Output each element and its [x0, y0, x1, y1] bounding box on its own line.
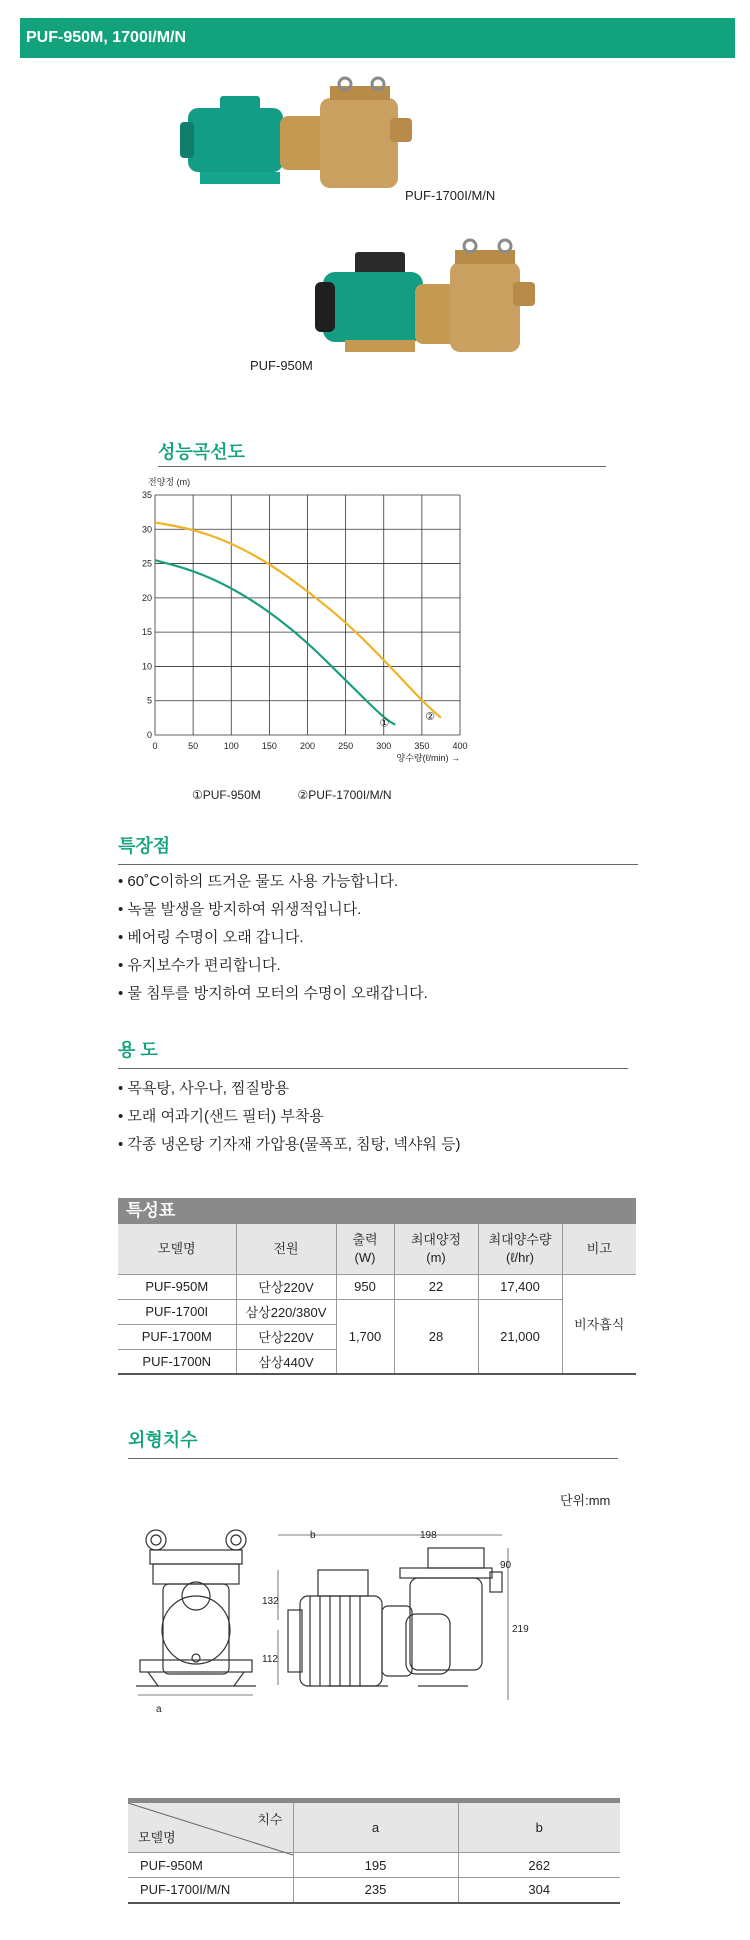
dim-label-90: 90 — [500, 1560, 512, 1571]
dimensions-table-section — [128, 1798, 620, 1904]
spec-header-output: 출력 (W) — [336, 1224, 394, 1274]
features-rule — [118, 864, 638, 865]
chart-legend — [192, 788, 392, 802]
dim-cell-b: 304 — [458, 1878, 620, 1903]
x-tick-label: 400 — [452, 741, 468, 751]
series-2-marker: ② — [425, 710, 435, 723]
dim-label-198: 198 — [420, 1530, 437, 1541]
dim-corner-bottom: 모델명 — [138, 1830, 176, 1845]
usage-title: 용 도 — [118, 1040, 158, 1060]
usage-item: • 목욕탕, 사우나, 찜질방용 — [118, 1075, 461, 1103]
table-row — [118, 1299, 636, 1324]
x-tick-label: 0 — [152, 741, 158, 751]
y-tick-label: 30 — [141, 524, 152, 535]
dimensions-table — [128, 1798, 620, 1904]
spec-cell-power: 단상220V — [236, 1274, 336, 1299]
spec-cell-head: 28 — [394, 1299, 478, 1374]
usage-item: • 각종 냉온탕 기자재 가압용(물폭포, 침탕, 넥샤워 등) — [118, 1131, 461, 1159]
x-tick-label: 300 — [376, 741, 392, 751]
spec-cell-power: 삼상440V — [236, 1349, 336, 1374]
usage-list — [118, 1075, 461, 1159]
spec-cell-power: 단상220V — [236, 1324, 336, 1349]
dim-label-219: 219 — [512, 1624, 529, 1635]
series-1-marker: ① — [379, 717, 390, 730]
spec-table-header-row — [118, 1224, 636, 1274]
x-tick-label: 200 — [299, 741, 316, 751]
product-photo-puf-950m — [315, 232, 545, 382]
dim-label-112: 112 — [262, 1654, 278, 1665]
series-line-1 — [155, 560, 395, 725]
dimension-drawing — [128, 1510, 618, 1760]
y-tick-label: 25 — [141, 558, 152, 569]
dim-cell-b: 262 — [458, 1853, 620, 1878]
spec-header-power: 전원 — [236, 1224, 336, 1274]
photo-label-puf-1700: PUF-1700I/M/N — [405, 188, 496, 203]
features-list — [118, 868, 428, 1008]
table-row — [118, 1274, 636, 1299]
series-line-2 — [155, 522, 441, 717]
performance-rule — [158, 466, 606, 467]
x-tick-label: 100 — [223, 741, 239, 751]
dimensions-table-header-row — [128, 1801, 620, 1853]
x-tick-label: 250 — [338, 741, 354, 751]
dim-cell-a: 195 — [293, 1853, 458, 1878]
dim-label-a: a — [156, 1704, 162, 1715]
photo-label-puf-950m: PUF-950M — [250, 358, 313, 373]
performance-chart — [141, 470, 595, 800]
spec-cell-output: 1,700 — [336, 1299, 394, 1374]
unit-note: 단위:mm — [560, 1493, 611, 1508]
x-tick-label: 150 — [261, 741, 277, 751]
dim-corner-top: 치수 — [257, 1812, 283, 1827]
dimensions-rule — [128, 1458, 618, 1459]
legend-series-2: ②PUF-1700I/M/N — [297, 788, 392, 802]
feature-item: • 베어링 수명이 오래 갑니다. — [118, 924, 428, 952]
y-tick-label: 35 — [141, 490, 152, 500]
spec-cell-output: 950 — [336, 1274, 394, 1299]
x-axis-label: 양수량(ℓ/min) → — [396, 753, 460, 763]
spec-cell-flow: 17,400 — [478, 1274, 562, 1299]
dimensions-title: 외형치수 — [128, 1430, 198, 1450]
y-tick-label: 0 — [146, 730, 152, 740]
dim-label-132: 132 — [262, 1596, 279, 1607]
features-title: 특장점 — [118, 836, 171, 856]
spec-table-caption: 특성표 — [118, 1198, 636, 1224]
y-tick-label: 15 — [141, 627, 152, 638]
spec-cell-head: 22 — [394, 1274, 478, 1299]
dim-label-b: b — [310, 1530, 316, 1541]
spec-header-model: 모델명 — [118, 1224, 236, 1274]
dim-header-b: b — [458, 1801, 620, 1853]
spec-cell-flow: 21,000 — [478, 1299, 562, 1374]
y-tick-label: 5 — [146, 695, 152, 706]
page-header — [20, 18, 735, 58]
feature-item: • 유지보수가 편리합니다. — [118, 952, 428, 980]
dim-cell-model: PUF-950M — [128, 1853, 293, 1878]
feature-item: • 60˚C이하의 뜨거운 물도 사용 가능합니다. — [118, 868, 428, 896]
table-row — [128, 1878, 620, 1903]
spec-cell-model: PUF-1700I — [118, 1299, 236, 1324]
spec-table — [118, 1224, 636, 1375]
y-axis-label: 전양정 (m) — [148, 477, 191, 487]
spec-header-head: 최대양정 (m) — [394, 1224, 478, 1274]
y-tick-label: 10 — [141, 661, 152, 672]
spec-header-note: 비고 — [562, 1224, 636, 1274]
spec-cell-model: PUF-950M — [118, 1274, 236, 1299]
x-tick-label: 50 — [188, 741, 199, 751]
performance-title: 성능곡선도 — [158, 442, 245, 462]
spec-cell-power: 삼상220/380V — [236, 1299, 336, 1324]
spec-table-section — [118, 1198, 636, 1375]
dim-corner-header — [128, 1801, 293, 1853]
dim-cell-model: PUF-1700I/M/N — [128, 1878, 293, 1903]
feature-item: • 녹물 발생을 방지하여 위생적입니다. — [118, 896, 428, 924]
spec-cell-note: 비자흡식 — [562, 1274, 636, 1374]
spec-cell-model: PUF-1700M — [118, 1324, 236, 1349]
spec-cell-model: PUF-1700N — [118, 1349, 236, 1374]
x-tick-label: 350 — [414, 741, 430, 751]
dim-cell-a: 235 — [293, 1878, 458, 1903]
page-title: PUF-950M, 1700I/M/N — [26, 29, 187, 46]
spec-header-flow: 최대양수량 (ℓ/hr) — [478, 1224, 562, 1274]
y-tick-label: 20 — [141, 592, 152, 603]
usage-rule — [118, 1068, 628, 1069]
table-row — [128, 1853, 620, 1878]
usage-item: • 모래 여과기(샌드 필터) 부착용 — [118, 1103, 461, 1131]
dim-header-a: a — [293, 1801, 458, 1853]
legend-series-1: ①PUF-950M — [192, 788, 261, 802]
feature-item: • 물 침투를 방지하여 모터의 수명이 오래갑니다. — [118, 980, 428, 1008]
